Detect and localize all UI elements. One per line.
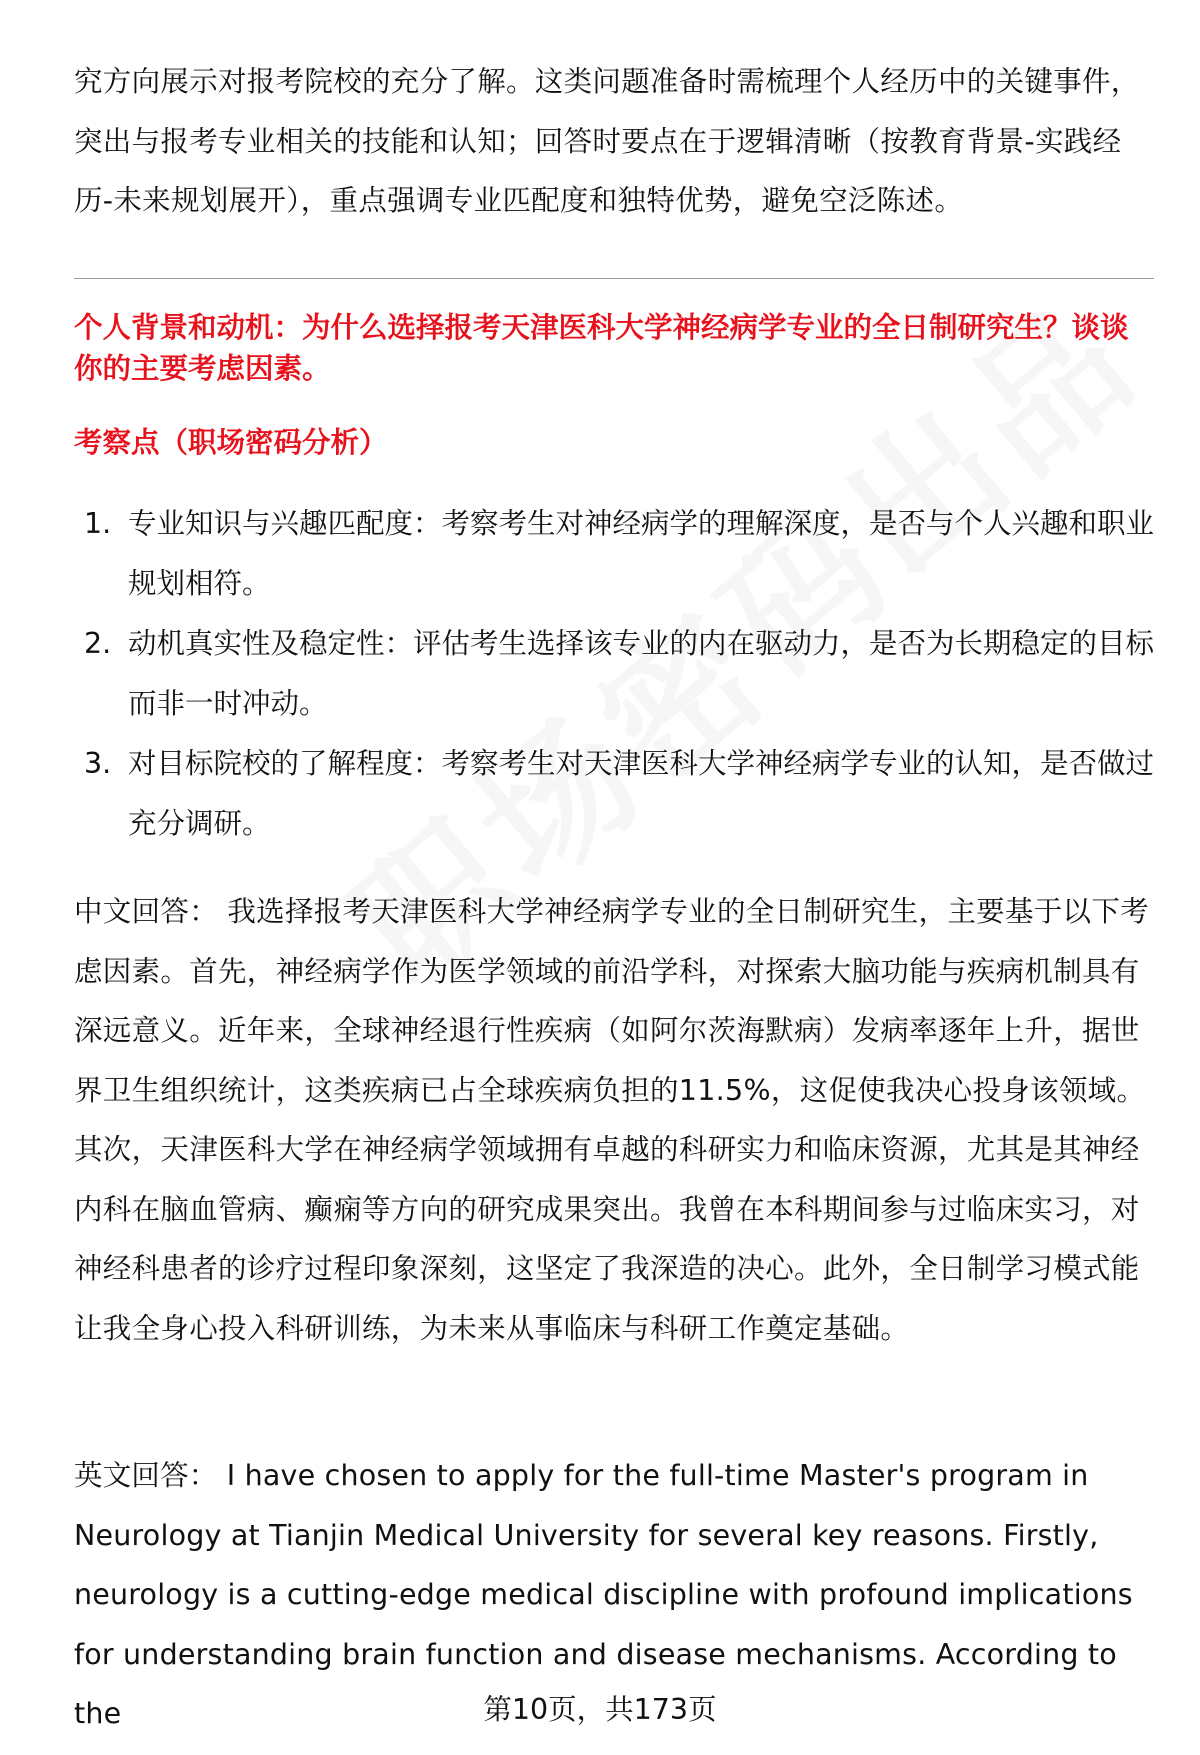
list-item — [74, 614, 1154, 733]
intro-paragraph: 究方向展示对报考院校的充分了解。这类问题准备时需梳理个人经历中的关键事件，突出与报考专业相关的技能和认知；回答时要点在于逻辑清晰（按教育背景-实践经历-未来规划展开），重点强调专业匹配度和独特优势，避免空泛陈述。 — [74, 65, 1140, 217]
assessment-points-list — [74, 494, 1154, 854]
list-item — [74, 494, 1154, 613]
list-item-text: 专业知识与兴趣匹配度：考察考生对神经病学的理解深度，是否与个人兴趣和职业规划相符。 — [128, 507, 1155, 600]
list-item-number: 2. — [84, 627, 112, 660]
assessment-points-title: 考察点（职场密码分析） — [74, 426, 388, 459]
chinese-answer-paragraph: 中文回答： 我选择报考天津医科大学神经病学专业的全日制研究生，主要基于以下考虑因素。首先，神经病学作为医学领域的前沿学科，对探索大脑功能与疾病机制具有深远意义。近年来，全球神经退行性疾病（如阿尔茨海默病）发病率逐年上升，据世界卫生组织统计，这类疾病已占全球疾病负担的11.5%，这促使我决心投身该领域。其次，天津医科大学在神经病学领域拥有卓越的科研实力和临床资源，尤其是其神经内科在脑血管病、癫痫等方向的研究成果突出。我曾在本科期间参与过临床实习，对神经科患者的诊疗过程印象深刻，这坚定了我深造的决心。此外，全日制学习模式能让我全身心投入科研训练，为未来从事临床与科研工作奠定基础。 — [74, 895, 1149, 1345]
question-heading: 个人背景和动机：为什么选择报考天津医科大学神经病学专业的全日制研究生？谈谈你的主要考虑因素。 — [74, 311, 1129, 385]
list-item-text: 动机真实性及稳定性：评估考生选择该专业的内在驱动力，是否为长期稳定的目标而非一时冲动。 — [128, 627, 1155, 720]
list-item-number: 3. — [84, 747, 112, 780]
list-item-text: 对目标院校的了解程度：考察考生对天津医科大学神经病学专业的认知，是否做过充分调研。 — [128, 747, 1155, 840]
list-item-number: 1. — [84, 507, 112, 540]
page-number-footer: 第10页，共173页 — [483, 1693, 717, 1726]
list-item — [74, 734, 1154, 853]
english-answer-paragraph: 英文回答： I have chosen to apply for the full-time Master's program in Neurology at Tianjin Medical University for several key reasons. Firstly, neurology is a cutting-edge medical discipline with profound implications for understanding brain function and disease mechanisms. According to the — [74, 1459, 1133, 1730]
section-divider — [74, 278, 1154, 279]
